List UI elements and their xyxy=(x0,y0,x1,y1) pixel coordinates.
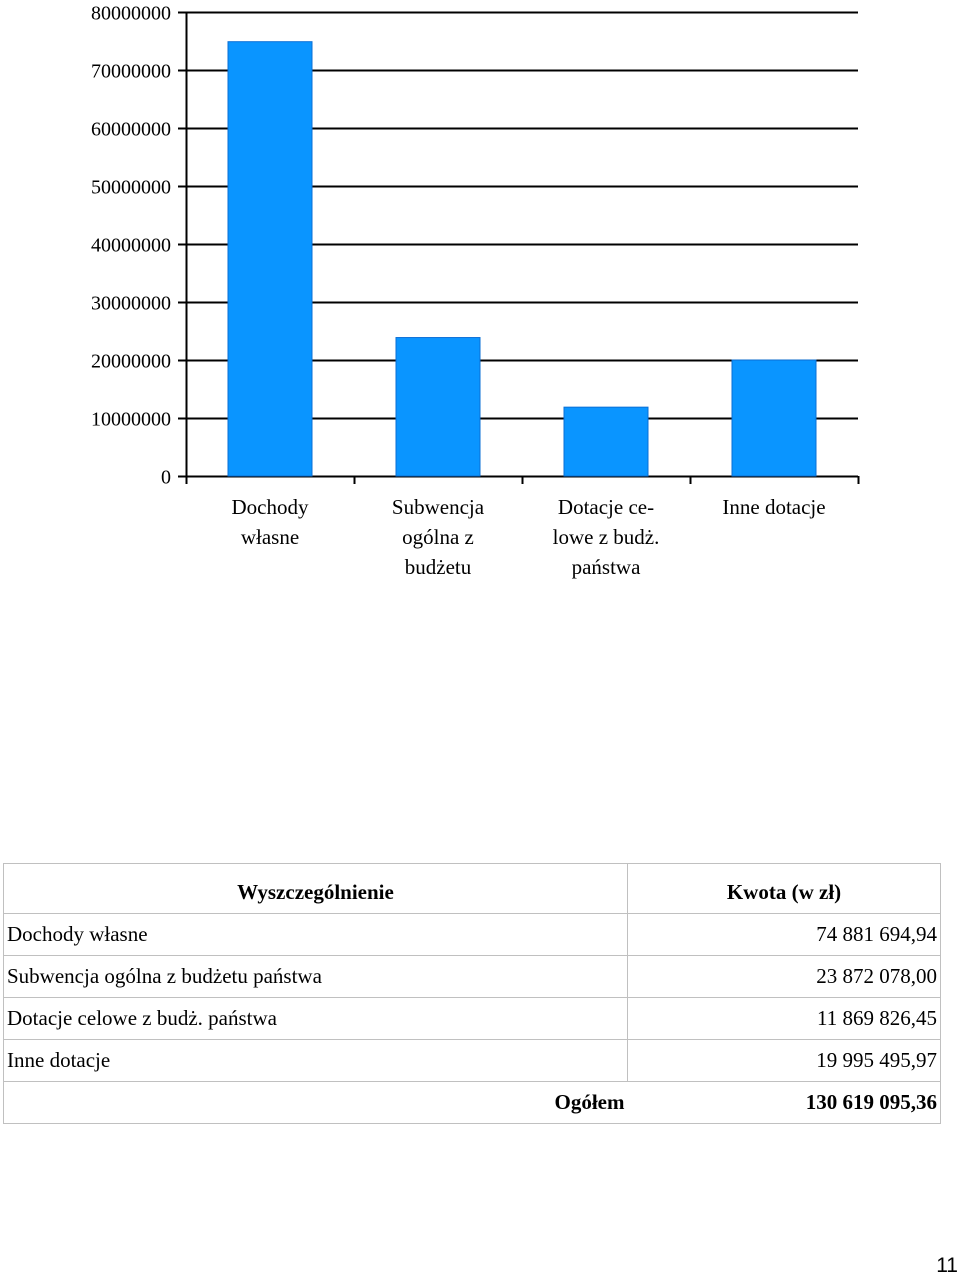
x-category-label xyxy=(392,495,485,579)
y-tick-label: 70000000 xyxy=(91,60,171,83)
table-row xyxy=(4,1040,941,1082)
bar xyxy=(732,360,816,476)
row-label: Inne dotacje xyxy=(4,1040,628,1082)
row-amount: 19 995 495,97 xyxy=(628,1040,941,1082)
y-tick-label: 60000000 xyxy=(91,118,171,141)
bar-chart xyxy=(0,0,960,600)
x-category-label-line: budżetu xyxy=(404,555,472,579)
x-category-label-line: własne xyxy=(240,525,300,549)
x-category-label-line: ogólna z xyxy=(402,525,474,549)
row-label: Subwencja ogólna z budżetu państwa xyxy=(4,956,628,998)
y-tick-label: 30000000 xyxy=(91,292,171,315)
row-amount: 11 869 826,45 xyxy=(628,998,941,1040)
y-tick-label: 10000000 xyxy=(91,408,171,431)
x-category-label-line: państwa xyxy=(571,555,641,579)
y-tick-label: 50000000 xyxy=(91,176,171,199)
row-amount: 23 872 078,00 xyxy=(628,956,941,998)
y-tick-label: 40000000 xyxy=(91,234,171,257)
total-label: Ogółem xyxy=(4,1082,628,1124)
page-number: 11 xyxy=(936,1254,958,1277)
x-category-label-line: Dotacje ce- xyxy=(557,495,655,519)
x-category-label xyxy=(232,495,309,549)
x-category-label-line: Subwencja xyxy=(391,495,485,519)
y-tick-label: 20000000 xyxy=(91,350,171,373)
bar xyxy=(228,42,312,476)
table-row xyxy=(4,998,941,1040)
row-amount: 74 881 694,94 xyxy=(628,914,941,956)
row-label: Dotacje celowe z budż. państwa xyxy=(4,998,628,1040)
header-description: Wyszczególnienie xyxy=(4,864,628,914)
y-tick-label: 0 xyxy=(161,466,171,489)
row-label: Dochody własne xyxy=(4,914,628,956)
revenue-table xyxy=(3,863,941,1124)
table-total-row xyxy=(4,1082,941,1124)
x-category-label-line: Dochody xyxy=(231,495,309,519)
x-category-label-line: Inne dotacje xyxy=(722,495,826,519)
bar xyxy=(396,338,480,476)
x-category-label-line: lowe z budż. xyxy=(552,525,660,549)
x-category-label xyxy=(722,495,825,519)
table-row xyxy=(4,956,941,998)
table-header-row xyxy=(4,864,941,914)
table-row xyxy=(4,914,941,956)
header-amount: Kwota (w zł) xyxy=(628,864,941,914)
total-amount: 130 619 095,36 xyxy=(628,1082,941,1124)
bar xyxy=(564,407,648,476)
y-tick-label: 80000000 xyxy=(91,2,171,25)
x-category-label xyxy=(553,495,660,579)
